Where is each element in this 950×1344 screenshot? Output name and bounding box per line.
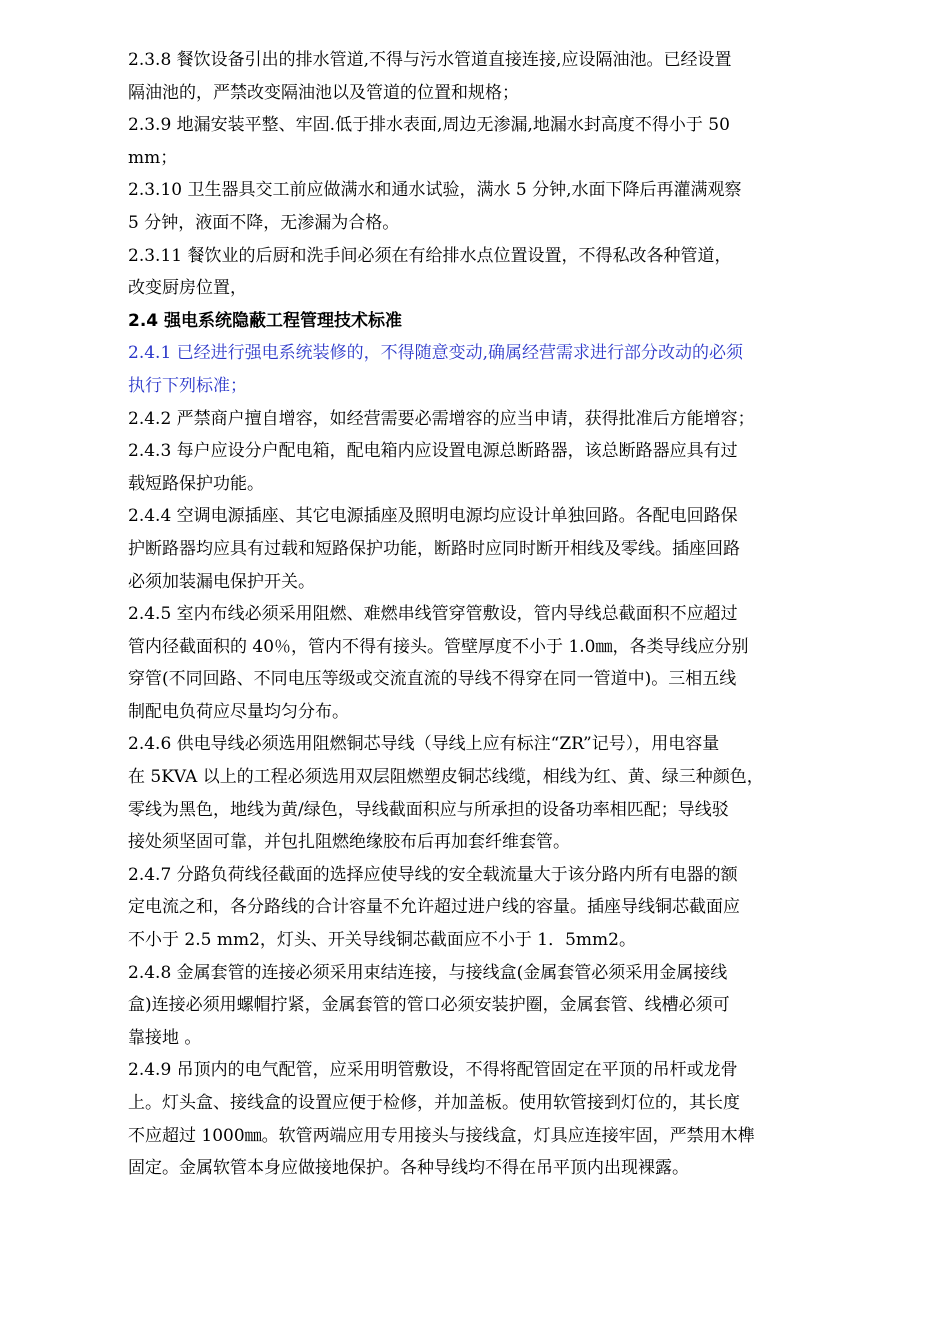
text-line-2-4-9-c: 不应超过 1000㎜。软管两端应用专用接头与接线盒，灯具应连接牢固，严禁用木榫: [128, 1125, 755, 1146]
text-line-2-4-7-c: 不小于 2.5 mm2，灯头、开关导线铜芯截面应不小于 1．5mm2。: [128, 930, 636, 951]
text-line-2-4-5-d: 制配电负荷应尽量均匀分布。: [128, 701, 349, 722]
text-line-2-4-4-a: 2.4.4 空调电源插座、其它电源插座及照明电源均应设计单独回路。各配电回路保: [128, 506, 738, 527]
text-line-2-3-11-b: 改变厨房位置，: [128, 278, 247, 299]
section-heading-2-4: 2.4 强电系统隐蔽工程管理技术标准: [128, 310, 403, 331]
text-line-2-3-9-a: 2.3.9 地漏安装平整、牢固.低于排水表面,周边无渗漏,地漏水封高度不得小于 50: [128, 115, 730, 136]
text-line-2-4-8-c: 靠接地 。: [128, 1027, 202, 1048]
text-line-2-3-10-a: 2.3.10 卫生器具交工前应做满水和通水试验，满水 5 分钟,水面下降后再灌满观察: [128, 180, 742, 201]
text-line-2-4-5-b: 管内径截面积的 40％，管内不得有接头。管壁厚度不小于 1.0㎜，各类导线应分别: [128, 636, 749, 657]
text-line-2-4-6-b: 在 5KVA 以上的工程必须选用双层阻燃塑皮铜芯线缆，相线为红、黄、绿三种颜色，: [128, 767, 764, 788]
text-line-2-4-3-a: 2.4.3 每户应设分户配电箱，配电箱内应设置电源总断路器，该总断路器应具有过: [128, 441, 738, 462]
text-line-2-3-11-a: 2.3.11 餐饮业的后厨和洗手间必须在有给排水点位置设置，不得私改各种管道，: [128, 245, 732, 266]
text-line-2-4-7-a: 2.4.7 分路负荷线径截面的选择应使导线的安全载流量大于该分路内所有电器的额: [128, 864, 738, 885]
text-line-2-4-4-c: 必须加装漏电保护开关。: [128, 571, 315, 592]
text-line-2-3-8-a: 2.3.8 餐饮设备引出的排水管道,不得与污水管道直接连接,应设隔油池。已经设置: [128, 50, 732, 70]
text-line-2-4-6-c: 零线为黑色，地线为黄/绿色，导线截面积应与所承担的设备功率相匹配；导线驳: [128, 799, 729, 820]
text-line-2-4-9-b: 上。灯头盒、接线盒的设置应便于检修，并加盖板。使用软管接到灯位的，其长度: [128, 1093, 740, 1113]
text-line-2-4-7-b: 定电流之和，各分路线的合计容量不允许超过进户线的容量。插座导线铜芯截面应: [128, 897, 740, 918]
text-line-2-4-9-a: 2.4.9 吊顶内的电气配管，应采用明管敷设，不得将配管固定在平顶的吊杆或龙骨: [128, 1060, 738, 1081]
text-line-2-4-1-b: 执行下列标准；: [128, 375, 247, 396]
document-page: [128, 44, 828, 1185]
text-line-2-4-5-a: 2.4.5 室内布线必须采用阻燃、难燃串线管穿管敷设，管内导线总截面积不应超过: [128, 604, 738, 625]
text-line-2-4-8-b: 盒)连接必须用螺帽拧紧，金属套管的管口必须安装护圈，金属套管、线槽必须可: [128, 995, 730, 1016]
text-line-2-4-6-d: 接处须坚固可靠，并包扎阻燃绝缘胶布后再加套纤维套管。: [128, 832, 570, 853]
text-line-2-4-2: 2.4.2 严禁商户擅自增容，如经营需要必需增容的应当申请，获得批准后方能增容；: [128, 408, 755, 429]
text-line-2-4-4-b: 护断路器均应具有过载和短路保护功能，断路时应同时断开相线及零线。插座回路: [128, 538, 740, 559]
text-line-2-3-9-b: mm；: [128, 147, 178, 168]
text-line-2-4-6-a: 2.4.6 供电导线必须选用阻燃铜芯导线（导线上应有标注“ZR”记号），用电容量: [128, 734, 720, 755]
text-line-2-4-8-a: 2.4.8 金属套管的连接必须采用束结连接，与接线盒(金属套管必须采用金属接线: [128, 962, 728, 983]
text-line-2-4-1-a: 2.4.1 已经进行强电系统装修的，不得随意变动,确属经营需求进行部分改动的必须: [128, 343, 744, 364]
text-line-2-3-10-b: 5 分钟，液面不降，无渗漏为合格。: [128, 212, 400, 233]
text-line-2-3-8-b: 隔油池的，严禁改变隔油池以及管道的位置和规格；: [128, 82, 519, 103]
text-line-2-4-5-c: 穿管(不同回路、不同电压等级或交流直流的导线不得穿在同一管道中)。三相五线: [128, 669, 737, 690]
text-line-2-4-9-d: 固定。金属软管本身应做接地保护。各种导线均不得在吊平顶内出现裸露。: [128, 1158, 689, 1179]
text-line-2-4-3-b: 载短路保护功能。: [128, 473, 264, 494]
